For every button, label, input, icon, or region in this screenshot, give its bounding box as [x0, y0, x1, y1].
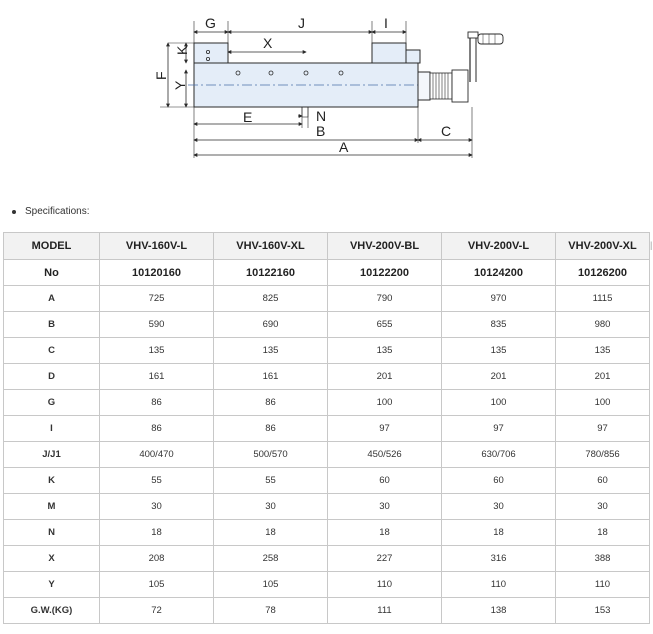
table-header-row — [4, 233, 650, 260]
specifications-table — [3, 232, 653, 624]
table-row — [4, 572, 650, 598]
row-label: D — [4, 364, 100, 390]
dim-label-a: A — [339, 139, 349, 155]
row-label: No — [4, 260, 100, 286]
dim-label-j: J — [298, 15, 305, 31]
table-row — [4, 364, 650, 390]
table-row — [4, 312, 650, 338]
table-cell: 970 — [442, 286, 556, 312]
table-cell: 590 — [100, 312, 214, 338]
table-cell: 153 — [556, 598, 650, 624]
screw-thread — [430, 73, 452, 99]
table-cell: 30 — [328, 494, 442, 520]
row-label: X — [4, 546, 100, 572]
table-row — [4, 390, 650, 416]
crank-handle — [468, 32, 503, 82]
table-cell: 72 — [100, 598, 214, 624]
table-cell: 30 — [214, 494, 328, 520]
movable-jaw — [372, 43, 406, 63]
table-cell: 227 — [328, 546, 442, 572]
table-cell: 780/856 — [556, 442, 650, 468]
table-row — [4, 494, 650, 520]
table-cell: 18 — [100, 520, 214, 546]
table-cell: 208 — [100, 546, 214, 572]
table-cell: 100 — [328, 390, 442, 416]
table-cell: 18 — [328, 520, 442, 546]
table-cell: 201 — [328, 364, 442, 390]
table-cell: 388 — [556, 546, 650, 572]
table-cell: 790 — [328, 286, 442, 312]
table-cell: 135 — [442, 338, 556, 364]
table-row — [4, 546, 650, 572]
table-cell: 100 — [556, 390, 650, 416]
header-cell: VHV-160V-L — [100, 233, 214, 260]
table-cell: 18 — [442, 520, 556, 546]
table-cell: 18 — [556, 520, 650, 546]
table-cell: 655 — [328, 312, 442, 338]
dim-label-e: E — [243, 109, 253, 125]
part-number-cell: 10122200 — [328, 260, 442, 286]
table-cell: 201 — [442, 364, 556, 390]
table-cell: 725 — [100, 286, 214, 312]
row-label: C — [4, 338, 100, 364]
table-cell: 30 — [100, 494, 214, 520]
header-cell: VHV-200V-XL — [556, 233, 650, 260]
table-cell: 138 — [442, 598, 556, 624]
table-cell: 500/570 — [214, 442, 328, 468]
table-cell: 97 — [442, 416, 556, 442]
screw-housing — [418, 72, 430, 100]
movable-jaw-block — [406, 50, 420, 63]
dim-label-x: X — [263, 35, 273, 51]
table-cell: 258 — [214, 546, 328, 572]
dim-label-c: C — [441, 123, 452, 139]
table-row — [4, 286, 650, 312]
table-cell: 60 — [442, 468, 556, 494]
dim-label-y: Y — [172, 80, 188, 90]
table-cell: 135 — [100, 338, 214, 364]
table-cell: 135 — [556, 338, 650, 364]
table-row — [4, 468, 650, 494]
table-cell: 86 — [100, 416, 214, 442]
table-row — [4, 416, 650, 442]
row-label: Y — [4, 572, 100, 598]
header-cell: MODEL — [4, 233, 100, 260]
table-cell: 30 — [556, 494, 650, 520]
table-cell: 30 — [442, 494, 556, 520]
table-cell: 55 — [100, 468, 214, 494]
specifications-heading — [12, 206, 89, 217]
table-cell: 400/470 — [100, 442, 214, 468]
table-cell: 18 — [214, 520, 328, 546]
table-row — [4, 338, 650, 364]
row-label: G.W.(KG) — [4, 598, 100, 624]
table-cell: 86 — [214, 390, 328, 416]
part-number-cell: 10124200 — [442, 260, 556, 286]
table-cell: 690 — [214, 312, 328, 338]
table-cell: 60 — [328, 468, 442, 494]
table-cell: 60 — [556, 468, 650, 494]
part-number-row — [4, 260, 650, 286]
dim-label-i: I — [384, 15, 388, 31]
table-cell: 97 — [556, 416, 650, 442]
row-label: M — [4, 494, 100, 520]
dim-label-f: F — [153, 71, 169, 80]
table-cell: 161 — [214, 364, 328, 390]
table-cell: 110 — [556, 572, 650, 598]
table-cell: 201 — [556, 364, 650, 390]
table-cell: 135 — [328, 338, 442, 364]
row-label: K — [4, 468, 100, 494]
row-label: N — [4, 520, 100, 546]
table-cell: 1115 — [556, 286, 650, 312]
table-cell: 55 — [214, 468, 328, 494]
part-number-cell: 10126200 — [556, 260, 650, 286]
dim-label-b: B — [316, 123, 326, 139]
table-cell: 835 — [442, 312, 556, 338]
vise-dimension-diagram — [150, 10, 530, 170]
table-cell: 630/706 — [442, 442, 556, 468]
table-cell: 980 — [556, 312, 650, 338]
part-number-cell: 10122160 — [214, 260, 328, 286]
row-label: J/J1 — [4, 442, 100, 468]
dim-label-n: N — [316, 108, 327, 124]
table-cell: 450/526 — [328, 442, 442, 468]
header-cell: VHV-200V-BL — [328, 233, 442, 260]
specifications-label: Specifications: — [25, 206, 90, 217]
table-cell: 110 — [328, 572, 442, 598]
dim-label-k: K — [174, 45, 190, 55]
n-slot — [302, 107, 308, 117]
table-cell: 316 — [442, 546, 556, 572]
header-cell: VHV-160V-XL — [214, 233, 328, 260]
table-row — [4, 520, 650, 546]
table-cell: 825 — [214, 286, 328, 312]
table-cell: 105 — [100, 572, 214, 598]
scrollbar-stub: | — [650, 240, 653, 250]
row-label: A — [4, 286, 100, 312]
table-cell: 105 — [214, 572, 328, 598]
table-cell: 86 — [214, 416, 328, 442]
table-row — [4, 598, 650, 624]
table-cell: 86 — [100, 390, 214, 416]
header-cell: VHV-200V-L — [442, 233, 556, 260]
row-label: B — [4, 312, 100, 338]
table-cell: 97 — [328, 416, 442, 442]
table-cell: 100 — [442, 390, 556, 416]
table-cell: 78 — [214, 598, 328, 624]
fixed-jaw — [194, 43, 228, 63]
table-cell: 135 — [214, 338, 328, 364]
bullet-icon — [12, 210, 16, 214]
table-row — [4, 442, 650, 468]
screw-hub — [452, 70, 468, 102]
part-number-cell: 10120160 — [100, 260, 214, 286]
row-label: I — [4, 416, 100, 442]
table-cell: 111 — [328, 598, 442, 624]
dim-label-g: G — [205, 15, 216, 31]
table-cell: 110 — [442, 572, 556, 598]
table-cell: 161 — [100, 364, 214, 390]
row-label: G — [4, 390, 100, 416]
